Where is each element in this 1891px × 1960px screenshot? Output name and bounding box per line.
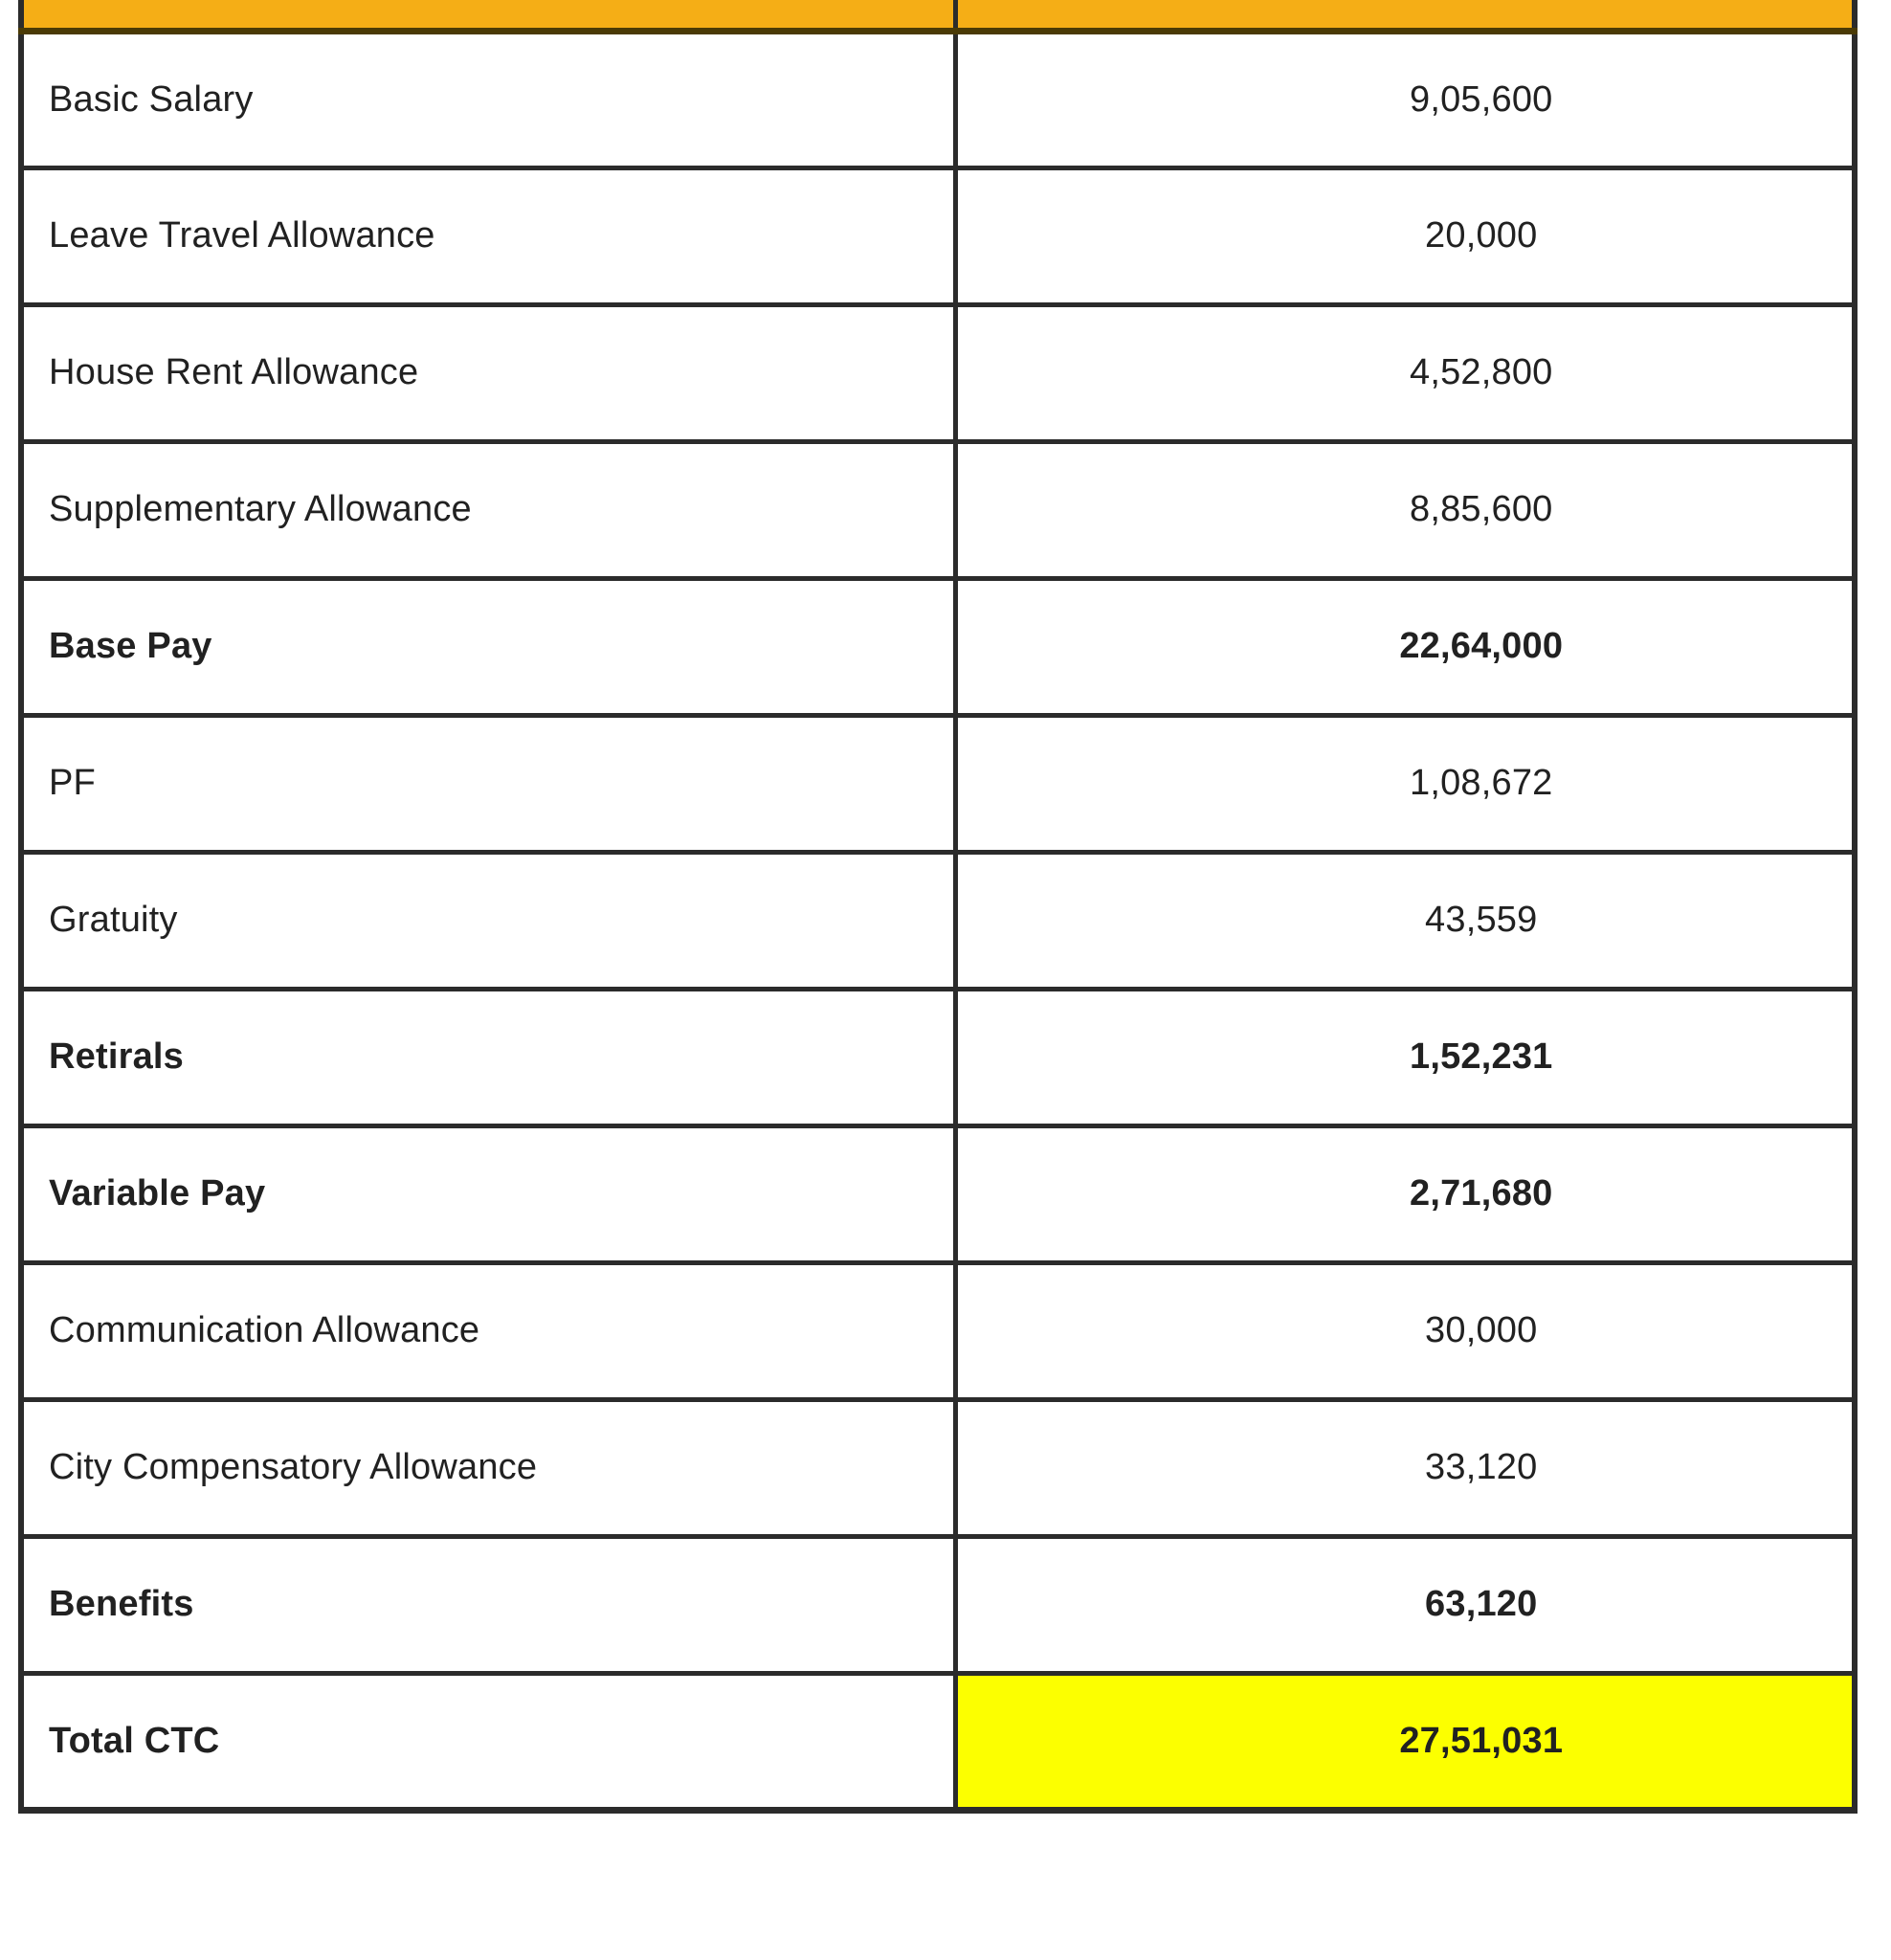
header-cell-amount (955, 0, 1855, 31)
row-value: 20,000 (955, 167, 1855, 304)
row-label: Base Pay (21, 578, 955, 715)
row-label: Basic Salary (21, 31, 955, 167)
row-value: 9,05,600 (955, 31, 1855, 167)
salary-breakup-table (18, 0, 1858, 1814)
table-header-row (21, 0, 1855, 31)
row-value: 4,52,800 (955, 304, 1855, 441)
table-row-basic-salary (21, 31, 1855, 167)
table-row-benefits (21, 1536, 1855, 1673)
row-value: 43,559 (955, 852, 1855, 989)
row-value: 2,71,680 (955, 1125, 1855, 1262)
row-label: Variable Pay (21, 1125, 955, 1262)
row-label: PF (21, 715, 955, 852)
table-row-house-rent-allowance (21, 304, 1855, 441)
table-row-communication-allowance (21, 1262, 1855, 1399)
table-row-base-pay (21, 578, 1855, 715)
row-label: Retirals (21, 989, 955, 1125)
row-label: Communication Allowance (21, 1262, 955, 1399)
table-row-total-ctc (21, 1673, 1855, 1810)
table-row-supplementary-allowance (21, 441, 1855, 578)
row-value: 22,64,000 (955, 578, 1855, 715)
table-row-city-compensatory-allowance (21, 1399, 1855, 1536)
row-value: 30,000 (955, 1262, 1855, 1399)
row-label: Benefits (21, 1536, 955, 1673)
row-label: Total CTC (21, 1673, 955, 1810)
table-row-gratuity (21, 852, 1855, 989)
row-label: Supplementary Allowance (21, 441, 955, 578)
header-cell-component (21, 0, 955, 31)
row-label: City Compensatory Allowance (21, 1399, 955, 1536)
row-value: 33,120 (955, 1399, 1855, 1536)
total-ctc-value-cell: 27,51,031 (955, 1673, 1855, 1810)
table-row-variable-pay (21, 1125, 1855, 1262)
row-value: 63,120 (955, 1536, 1855, 1673)
table-row-pf (21, 715, 1855, 852)
table-row-retirals (21, 989, 1855, 1125)
row-value: 8,85,600 (955, 441, 1855, 578)
row-value: 1,52,231 (955, 989, 1855, 1125)
row-label: Leave Travel Allowance (21, 167, 955, 304)
row-label: House Rent Allowance (21, 304, 955, 441)
row-label: Gratuity (21, 852, 955, 989)
table-row-leave-travel-allowance (21, 167, 1855, 304)
row-value: 1,08,672 (955, 715, 1855, 852)
